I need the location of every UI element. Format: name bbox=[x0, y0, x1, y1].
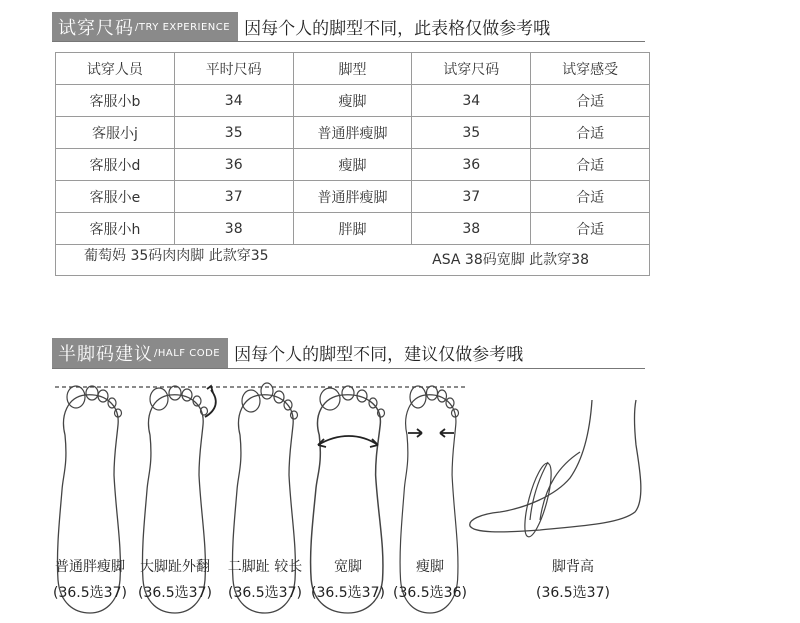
foot-high-instep-illustration bbox=[470, 400, 641, 539]
table-cell: 37 bbox=[174, 181, 293, 213]
half-code-note: 因每个人的脚型不同，建议仅做参考哦 bbox=[234, 345, 524, 365]
foot-size: (36.5选37) bbox=[53, 585, 127, 601]
foot-normal-illustration bbox=[57, 386, 121, 613]
table-cell: 普通胖瘦脚 bbox=[293, 117, 412, 149]
foot-size: (36.5选37) bbox=[311, 585, 385, 601]
foot-label: 宽脚 bbox=[334, 559, 362, 575]
foot-label: 普通胖瘦脚 bbox=[55, 559, 125, 575]
col-header: 试穿尺码 bbox=[412, 53, 531, 85]
table-cell: 36 bbox=[412, 149, 531, 181]
footer-note-right: ASA 38码宽脚 此款穿38 bbox=[432, 252, 589, 268]
foot-label: 瘦脚 bbox=[416, 559, 444, 575]
table-cell: 37 bbox=[412, 181, 531, 213]
foot-size: (36.5选37) bbox=[228, 585, 302, 601]
try-experience-note: 因每个人的脚型不同，此表格仅做参考哦 bbox=[244, 19, 551, 39]
table-cell: 合适 bbox=[531, 181, 650, 213]
table-cell: 合适 bbox=[531, 213, 650, 245]
half-code-tag-cn: 半脚码建议 bbox=[58, 344, 153, 365]
foot-size: (36.5选37) bbox=[536, 585, 610, 601]
foot-size: (36.5选36) bbox=[393, 585, 467, 601]
table-cell: 客服小d bbox=[56, 149, 175, 181]
table-cell: 38 bbox=[174, 213, 293, 245]
foot-wide-illustration bbox=[311, 386, 385, 613]
table-cell: 合适 bbox=[531, 117, 650, 149]
foot-label: 脚背高 bbox=[552, 559, 594, 575]
foot-bunion-illustration bbox=[142, 386, 215, 613]
col-header: 平时尺码 bbox=[174, 53, 293, 85]
try-experience-tag-cn: 试穿尺码 bbox=[58, 18, 134, 39]
table-cell: 34 bbox=[412, 85, 531, 117]
table-cell: 35 bbox=[412, 117, 531, 149]
foot-label: 二脚趾 较长 bbox=[227, 559, 303, 575]
footer-note-left: 葡萄妈 35码肉肉脚 此款穿35 bbox=[84, 248, 269, 264]
table-cell: 客服小e bbox=[56, 181, 175, 213]
table-cell: 38 bbox=[412, 213, 531, 245]
table-cell: 34 bbox=[174, 85, 293, 117]
table-cell: 普通胖瘦脚 bbox=[293, 181, 412, 213]
foot-label: 大脚趾外翻 bbox=[140, 559, 210, 575]
col-header: 脚型 bbox=[293, 53, 412, 85]
table-cell: 35 bbox=[174, 117, 293, 149]
table-cell: 客服小h bbox=[56, 213, 175, 245]
foot-narrow-illustration bbox=[400, 386, 458, 613]
table-cell: 瘦脚 bbox=[293, 149, 412, 181]
table-cell: 胖脚 bbox=[293, 213, 412, 245]
table-cell: 36 bbox=[174, 149, 293, 181]
table-cell: 瘦脚 bbox=[293, 85, 412, 117]
foot-size: (36.5选37) bbox=[138, 585, 212, 601]
try-experience-tag-en: /TRY EXPERIENCE bbox=[135, 21, 231, 33]
table-cell: 合适 bbox=[531, 85, 650, 117]
col-header: 试穿感受 bbox=[531, 53, 650, 85]
table-cell: 客服小b bbox=[56, 85, 175, 117]
table-cell: 合适 bbox=[531, 149, 650, 181]
col-header: 试穿人员 bbox=[56, 53, 175, 85]
table-cell: 客服小j bbox=[56, 117, 175, 149]
foot-long-second-toe-illustration bbox=[232, 383, 297, 613]
half-code-tag-en: /HALF CODE bbox=[154, 347, 221, 359]
